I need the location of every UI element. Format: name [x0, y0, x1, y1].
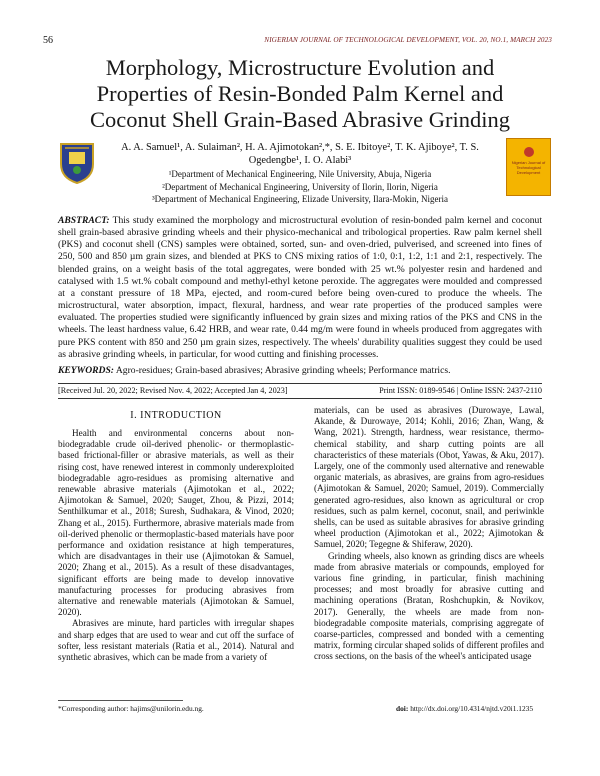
column-right	[314, 405, 544, 663]
doi	[396, 704, 533, 713]
doi-link[interactable]: http://dx.doi.org/10.4314/njtd.v20i1.1235	[410, 704, 534, 713]
authors	[110, 141, 490, 167]
paragraph: Abrasives are minute, hard particles with irregular shapes and sharp edges that are used to wear and cut off the surface of softer, less resistant materials (Ratia et al., 2014). Natural and synthetic abrasives, which can be made from a variety of	[58, 618, 294, 663]
authors-line: Ogedengbe¹, I. O. Alabi³	[248, 155, 352, 166]
divider	[58, 398, 542, 399]
doi-label: doi:	[396, 704, 409, 713]
section-heading: I. INTRODUCTION	[130, 410, 222, 421]
affiliations	[110, 168, 490, 206]
paper-title	[50, 55, 550, 133]
affiliation: ¹Department of Mechanical Engineering, Nile University, Abuja, Nigeria	[168, 169, 432, 179]
cover-text: Technological	[516, 165, 541, 170]
paragraph: Health and environmental concerns about non-biodegradable crude oil-derived phenolic- or thermoplastic-based frictional-filler or abrasive materials, as well as their rising cost, have renewed interest in commonly underexploited biodegradable agro-residues as promising alternative and renewable abrasive materials (Ajimotokan et al., 2022; Ajimotokan & Samuel, 2020; Sauget, Zhou, & Pizzi, 2014; Senthilkumar et al., 2018; Suresh, Sudhakara, & Vinod, 2020; Zhang et al., 2015). Furthermore, abrasive materials made from oil-derived phenolic or thermoplastic-based materials have poor performance and oxidation resistance at high temperatures, which are disadvantages in their use (Ajimotokan & Samuel, 2020; Zhang et al., 2015). As a result of these disadvantages, significant efforts are being made to develop innovative manufacturing processes for producing abrasives from alternative and renewable materials (Ajimotokan & Samuel, 2020).	[58, 428, 294, 618]
title-line: Coconut Shell Grain-Based Abrasive Grinding	[90, 107, 510, 132]
university-crest-logo	[57, 140, 97, 184]
affiliation: ³Department of Mechanical Engineering, Elizade University, Ilara-Mokin, Nigeria	[151, 194, 448, 204]
cover-emblem-icon	[524, 147, 534, 157]
issn-info: Print ISSN: 0189-9546 | Online ISSN: 2437-2110	[379, 386, 542, 395]
keywords-text: Agro-residues; Grain-based abrasives; Abrasive grinding wheels; Performance matrics.	[115, 365, 451, 376]
keywords-label: KEYWORDS:	[58, 365, 114, 376]
page-number: 56	[43, 35, 53, 46]
abstract-text: This study examined the morphology and microstructural evolution of resin-bonded palm kernel and coconut shell grain-based abrasive grinding wheels and their physico-mechanical and tribological properties. Raw palm kernel shell (PKS) and coconut shell (CNS) samples were obtained, sorted, sun- and oven-dried, pulverised, and screened into fines of 250, 500 and 850 µm grain sizes, and blended at PKS to CNS mixing ratios of 1:0, 0:1, 1:2, 1:1 and 2:1, respectively. The blended grains, on a weight basis of the total aggregates, were bonded with 25 wt.% polyester resin and hardened and catalysed with 1.5 wt.% cobalt compound and methyl-ethyl ketone peroxide. The aggregates were moulded and compressed at a constant pressure of 18 MPa, ejected, and room-cured before being oven-cured to produce the wheels. The microstructural, water absorption, impact, flexural, hardness, and wear rate properties of the produced samples were evaluated. The properties studied were significantly influenced by grain sizes and mixing ratios of the PKS and CNS in the wheels. The least hardness value, 6.42 HRB, and wear rate, 0.44 mg/m were found in wheels produced from aggregates with pure PKS content with 850 and 250 µm grain sizes, respectively. The wheels' durability qualities suggest they could be used as abrasive grinding wheels, in particular, for wood cutting and finishing processes.	[58, 215, 542, 360]
divider	[58, 383, 542, 384]
footnote-rule	[58, 700, 183, 701]
keywords	[58, 365, 542, 377]
journal-header: NIGERIAN JOURNAL OF TECHNOLOGICAL DEVELOPMENT, VOL. 20, NO.1, MARCH 2023	[264, 36, 552, 44]
abstract	[58, 215, 542, 361]
journal-cover-logo	[506, 138, 551, 196]
paragraph: materials, can be used as abrasives (Durowaye, Lawal, Akande, & Durowaye, 2014; Kohli, 2016; Zhan, Wang, & Wang, 2021). Strength, hardness, wear resistance, thermo-chemical stability, and sharp cutting points are all characteristics of these materials (Obot, Yawas, & Aku, 2017). Largely, one of the commonly used alternative and renewable organic materials, as abrasives, are grains from agro-residues (Ajimotokan & Samuel, 2020; Samuel, 2019). Commercially generated agro-residues, also known as agricultural or crop residues, such as palm kernel, coconut, snail, and periwinkle shells, can be used as suitable abrasives for abrasive grinding wheel production (Ajimotokan et al., 2022; Ajimotokan & Samuel, 2020; Tegegne & Shiferaw, 2020).	[314, 405, 544, 550]
cover-text: Nigerian Journal of	[511, 160, 546, 165]
title-line: Properties of Resin-Bonded Palm Kernel and	[96, 81, 504, 106]
title-line: Morphology, Microstructure Evolution and	[105, 55, 495, 80]
authors-line: A. A. Samuel¹, A. Sulaiman², H. A. Ajimotokan²,*, S. E. Ibitoye², T. K. Ajiboye², T. S.	[121, 142, 479, 153]
corresponding-author: *Corresponding author: hajims@unilorin.edu.ng.	[58, 704, 204, 713]
abstract-label: ABSTRACT:	[58, 215, 110, 226]
paragraph: Grinding wheels, also known as grinding discs are wheels made from abrasive materials or compounds, employed for various fine grinding, in particular, finish machining processes; and most broadly for abrasive cutting and machining operations (Bratan, Roshchupkin, & Novikov, 2017). Generally, the wheels are made from non-biodegradable composite materials, comprising aggregate of coarse-particles, compressed and bonded with a cementing matrix, forming circular shaped solids of different profiles and cross sections, on the basis of the wheel's anticipated usage	[314, 550, 544, 662]
affiliation: ²Department of Mechanical Engineering, University of Ilorin, Ilorin, Nigeria	[162, 181, 438, 192]
cover-text: Development	[516, 170, 541, 175]
column-left	[58, 428, 294, 663]
received-dates: [Received Jul. 20, 2022; Revised Nov. 4, 2022; Accepted Jan 4, 2023]	[58, 386, 288, 395]
